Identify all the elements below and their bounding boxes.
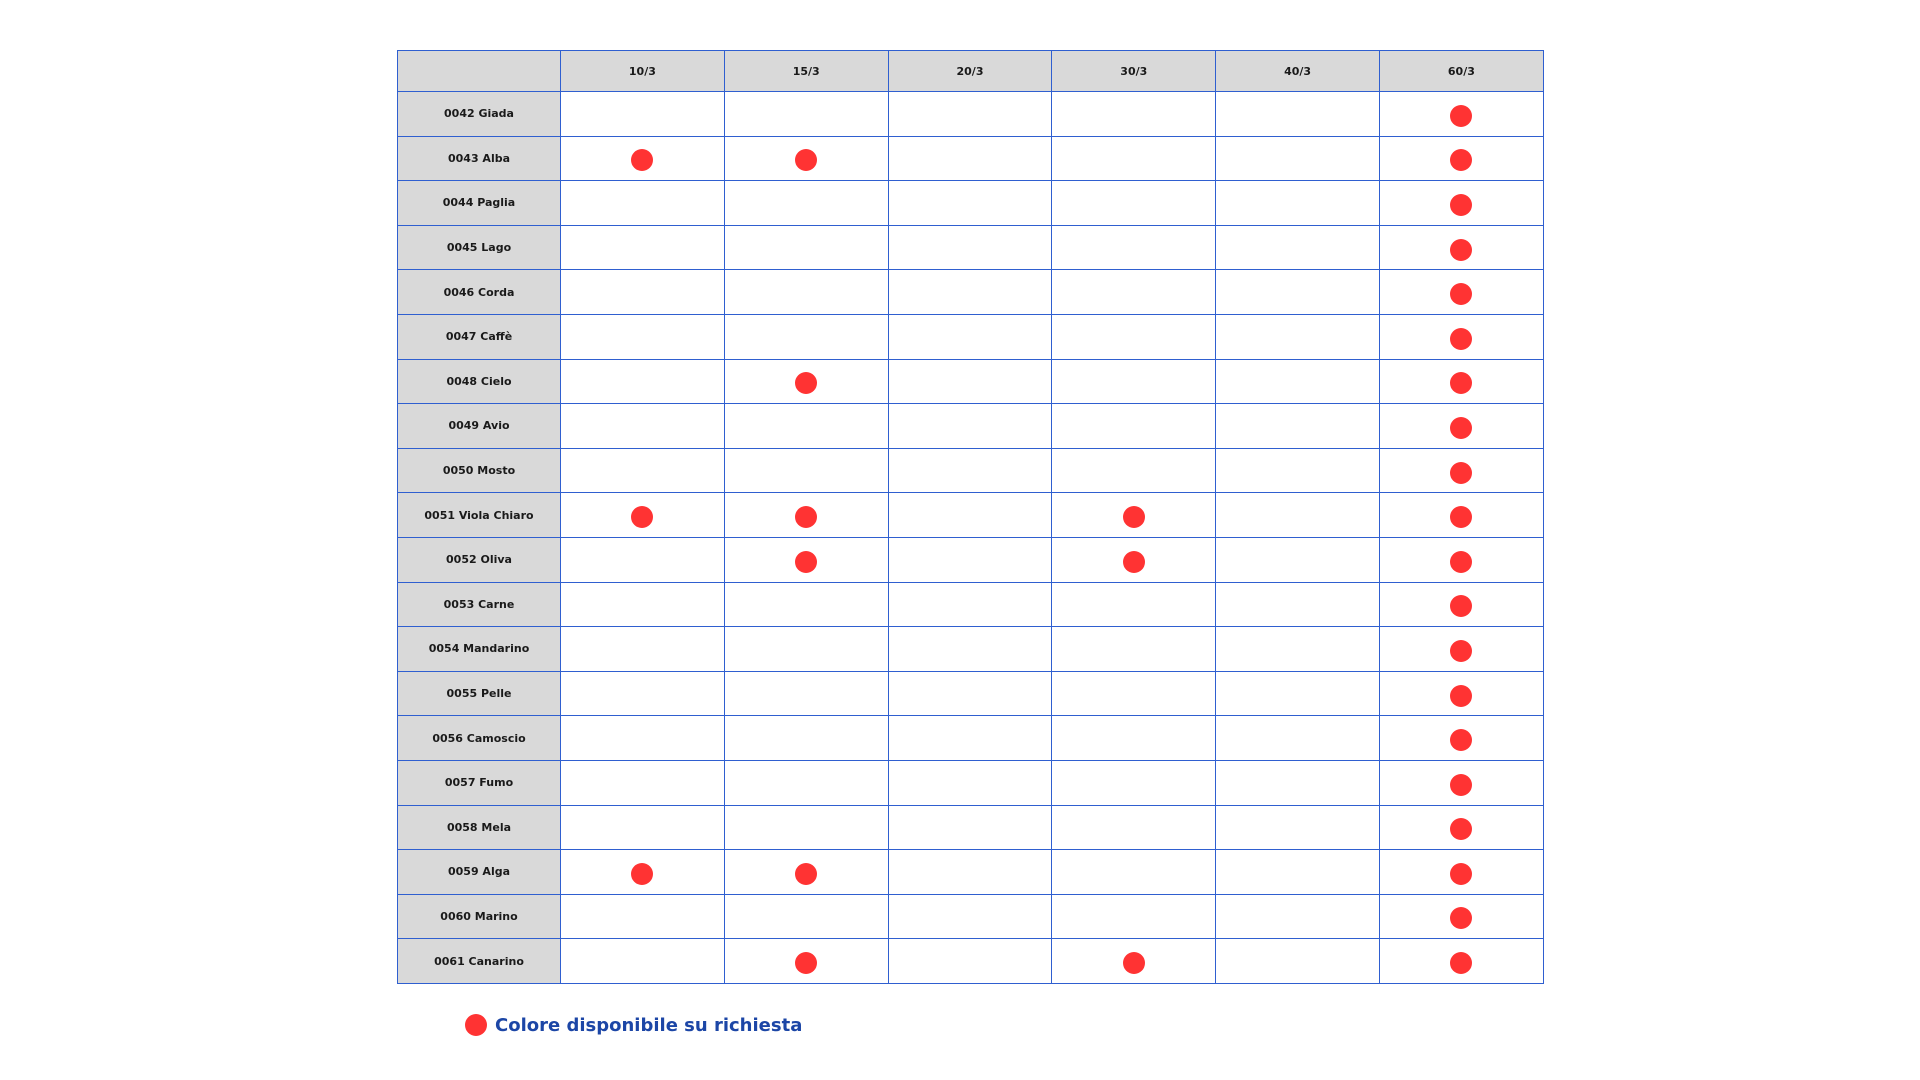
availability-cell xyxy=(561,404,725,449)
availability-cell xyxy=(724,627,888,672)
availability-cell xyxy=(1052,493,1216,538)
availability-cell xyxy=(888,939,1052,984)
availability-cell xyxy=(1216,760,1380,805)
availability-dot-icon xyxy=(1450,774,1472,796)
availability-cell xyxy=(724,537,888,582)
row-label: 0042 Giada xyxy=(398,92,561,137)
row-label: 0051 Viola Chiaro xyxy=(398,493,561,538)
availability-cell xyxy=(724,582,888,627)
legend-dot-icon xyxy=(465,1014,487,1036)
availability-cell xyxy=(1379,582,1543,627)
table-row xyxy=(398,359,1544,404)
row-label: 0058 Mela xyxy=(398,805,561,850)
availability-cell xyxy=(1216,493,1380,538)
availability-cell xyxy=(1216,359,1380,404)
row-label: 0049 Avio xyxy=(398,404,561,449)
availability-cell xyxy=(561,939,725,984)
availability-cell xyxy=(1052,716,1216,761)
availability-cell xyxy=(1052,314,1216,359)
availability-cell xyxy=(724,359,888,404)
availability-cell xyxy=(888,314,1052,359)
availability-cell xyxy=(1379,493,1543,538)
availability-dot-icon xyxy=(795,506,817,528)
table-row xyxy=(398,404,1544,449)
row-label: 0052 Oliva xyxy=(398,537,561,582)
availability-cell xyxy=(561,92,725,137)
availability-cell xyxy=(1052,136,1216,181)
availability-cell xyxy=(888,894,1052,939)
availability-cell xyxy=(724,314,888,359)
table-row xyxy=(398,92,1544,137)
availability-dot-icon xyxy=(1450,595,1472,617)
availability-cell xyxy=(1379,270,1543,315)
row-label: 0045 Lago xyxy=(398,225,561,270)
table-row xyxy=(398,448,1544,493)
availability-cell xyxy=(724,404,888,449)
availability-cell xyxy=(1216,92,1380,137)
row-label: 0046 Corda xyxy=(398,270,561,315)
availability-cell xyxy=(1216,136,1380,181)
row-label: 0061 Canarino xyxy=(398,939,561,984)
availability-cell xyxy=(561,850,725,895)
availability-cell xyxy=(888,225,1052,270)
table-row xyxy=(398,136,1544,181)
availability-cell xyxy=(1216,805,1380,850)
availability-cell xyxy=(1052,359,1216,404)
table-row xyxy=(398,760,1544,805)
availability-cell xyxy=(1379,850,1543,895)
availability-cell xyxy=(1052,939,1216,984)
availability-cell xyxy=(1216,850,1380,895)
availability-cell xyxy=(561,537,725,582)
availability-cell xyxy=(1379,537,1543,582)
availability-cell xyxy=(561,760,725,805)
availability-dot-icon xyxy=(795,863,817,885)
availability-cell xyxy=(724,671,888,716)
availability-dot-icon xyxy=(1450,194,1472,216)
availability-cell xyxy=(1052,537,1216,582)
column-header: 15/3 xyxy=(724,51,888,92)
availability-cell xyxy=(1052,627,1216,672)
table-row xyxy=(398,805,1544,850)
availability-cell xyxy=(724,136,888,181)
availability-cell xyxy=(1379,671,1543,716)
availability-dot-icon xyxy=(1450,907,1472,929)
availability-cell xyxy=(1216,627,1380,672)
availability-dot-icon xyxy=(795,372,817,394)
availability-cell xyxy=(1052,582,1216,627)
table-row xyxy=(398,582,1544,627)
availability-cell xyxy=(888,671,1052,716)
availability-cell xyxy=(1216,448,1380,493)
row-label: 0053 Carne xyxy=(398,582,561,627)
availability-cell xyxy=(888,582,1052,627)
availability-dot-icon xyxy=(1450,372,1472,394)
availability-dot-icon xyxy=(1450,149,1472,171)
availability-cell xyxy=(1216,537,1380,582)
availability-cell xyxy=(1379,716,1543,761)
availability-cell xyxy=(888,448,1052,493)
availability-cell xyxy=(1216,225,1380,270)
availability-cell xyxy=(724,493,888,538)
row-label: 0060 Marino xyxy=(398,894,561,939)
row-label: 0055 Pelle xyxy=(398,671,561,716)
availability-cell xyxy=(888,270,1052,315)
availability-cell xyxy=(561,716,725,761)
table-row xyxy=(398,314,1544,359)
row-label: 0043 Alba xyxy=(398,136,561,181)
table-row xyxy=(398,850,1544,895)
availability-cell xyxy=(1052,181,1216,226)
availability-dot-icon xyxy=(1123,506,1145,528)
availability-dot-icon xyxy=(1450,640,1472,662)
availability-cell xyxy=(888,805,1052,850)
availability-cell xyxy=(724,894,888,939)
availability-cell xyxy=(1379,181,1543,226)
availability-cell xyxy=(888,359,1052,404)
legend xyxy=(465,1014,802,1036)
availability-dot-icon xyxy=(1450,328,1472,350)
availability-cell xyxy=(1216,181,1380,226)
availability-cell xyxy=(888,92,1052,137)
availability-cell xyxy=(724,939,888,984)
availability-cell xyxy=(1216,671,1380,716)
availability-cell xyxy=(1216,939,1380,984)
availability-cell xyxy=(724,225,888,270)
availability-dot-icon xyxy=(1123,952,1145,974)
availability-cell xyxy=(1379,136,1543,181)
column-header: 10/3 xyxy=(561,51,725,92)
availability-cell xyxy=(561,136,725,181)
color-availability-table xyxy=(397,50,1544,984)
availability-cell xyxy=(1379,894,1543,939)
availability-cell xyxy=(1052,760,1216,805)
availability-cell xyxy=(1379,448,1543,493)
availability-dot-icon xyxy=(1450,685,1472,707)
availability-cell xyxy=(724,270,888,315)
availability-dot-icon xyxy=(1450,818,1472,840)
availability-dot-icon xyxy=(795,551,817,573)
availability-cell xyxy=(1052,850,1216,895)
row-label: 0057 Fumo xyxy=(398,760,561,805)
table-row xyxy=(398,671,1544,716)
availability-cell xyxy=(724,716,888,761)
availability-cell xyxy=(1216,404,1380,449)
availability-dot-icon xyxy=(795,149,817,171)
column-header: 60/3 xyxy=(1379,51,1543,92)
availability-cell xyxy=(561,493,725,538)
availability-cell xyxy=(561,894,725,939)
availability-dot-icon xyxy=(1450,551,1472,573)
availability-cell xyxy=(1052,92,1216,137)
table-row xyxy=(398,225,1544,270)
column-header: 20/3 xyxy=(888,51,1052,92)
availability-cell xyxy=(888,716,1052,761)
availability-cell xyxy=(1216,716,1380,761)
table-row xyxy=(398,270,1544,315)
table-row xyxy=(398,939,1544,984)
availability-cell xyxy=(724,92,888,137)
availability-cell xyxy=(1379,939,1543,984)
header-row xyxy=(398,51,1544,92)
row-label: 0054 Mandarino xyxy=(398,627,561,672)
availability-cell xyxy=(1216,894,1380,939)
availability-cell xyxy=(724,760,888,805)
availability-cell xyxy=(1052,805,1216,850)
availability-cell xyxy=(724,181,888,226)
availability-cell xyxy=(1052,894,1216,939)
availability-cell xyxy=(1216,314,1380,359)
availability-cell xyxy=(1052,448,1216,493)
availability-cell xyxy=(1052,225,1216,270)
availability-cell xyxy=(1216,270,1380,315)
availability-cell xyxy=(724,850,888,895)
availability-cell xyxy=(888,627,1052,672)
availability-cell xyxy=(1379,760,1543,805)
table-body xyxy=(398,92,1544,984)
availability-dot-icon xyxy=(1450,462,1472,484)
table-row xyxy=(398,181,1544,226)
table-row xyxy=(398,894,1544,939)
availability-cell xyxy=(1379,805,1543,850)
availability-cell xyxy=(561,270,725,315)
availability-dot-icon xyxy=(1123,551,1145,573)
availability-dot-icon xyxy=(1450,417,1472,439)
legend-label: Colore disponibile su richiesta xyxy=(495,1014,803,1036)
table-row xyxy=(398,537,1544,582)
table-row xyxy=(398,627,1544,672)
availability-cell xyxy=(1379,225,1543,270)
column-header: 40/3 xyxy=(1216,51,1380,92)
table-row xyxy=(398,493,1544,538)
availability-dot-icon xyxy=(631,506,653,528)
availability-dot-icon xyxy=(631,863,653,885)
availability-dot-icon xyxy=(1450,105,1472,127)
corner-cell xyxy=(398,51,561,92)
row-label: 0044 Paglia xyxy=(398,181,561,226)
row-label: 0056 Camoscio xyxy=(398,716,561,761)
availability-dot-icon xyxy=(631,149,653,171)
availability-dot-icon xyxy=(1450,239,1472,261)
availability-cell xyxy=(561,627,725,672)
availability-dot-icon xyxy=(1450,863,1472,885)
column-header: 30/3 xyxy=(1052,51,1216,92)
availability-cell xyxy=(888,136,1052,181)
availability-cell xyxy=(1379,404,1543,449)
table-row xyxy=(398,716,1544,761)
availability-cell xyxy=(561,181,725,226)
availability-cell xyxy=(888,537,1052,582)
availability-cell xyxy=(1379,627,1543,672)
availability-cell xyxy=(1052,671,1216,716)
availability-cell xyxy=(1379,92,1543,137)
availability-cell xyxy=(1052,404,1216,449)
availability-cell xyxy=(888,404,1052,449)
table-header xyxy=(398,51,1544,92)
availability-cell xyxy=(1052,270,1216,315)
availability-cell xyxy=(1379,314,1543,359)
availability-dot-icon xyxy=(1450,506,1472,528)
availability-cell xyxy=(888,493,1052,538)
availability-cell xyxy=(724,805,888,850)
availability-dot-icon xyxy=(1450,729,1472,751)
availability-dot-icon xyxy=(1450,283,1472,305)
availability-cell xyxy=(888,850,1052,895)
row-label: 0050 Mosto xyxy=(398,448,561,493)
row-label: 0048 Cielo xyxy=(398,359,561,404)
availability-cell xyxy=(888,760,1052,805)
availability-cell xyxy=(561,805,725,850)
availability-cell xyxy=(561,582,725,627)
availability-cell xyxy=(561,225,725,270)
availability-cell xyxy=(561,671,725,716)
availability-cell xyxy=(561,448,725,493)
availability-cell xyxy=(888,181,1052,226)
availability-dot-icon xyxy=(795,952,817,974)
availability-cell xyxy=(1216,582,1380,627)
row-label: 0059 Alga xyxy=(398,850,561,895)
availability-cell xyxy=(1379,359,1543,404)
row-label: 0047 Caffè xyxy=(398,314,561,359)
availability-cell xyxy=(724,448,888,493)
availability-cell xyxy=(561,359,725,404)
availability-dot-icon xyxy=(1450,952,1472,974)
availability-cell xyxy=(561,314,725,359)
